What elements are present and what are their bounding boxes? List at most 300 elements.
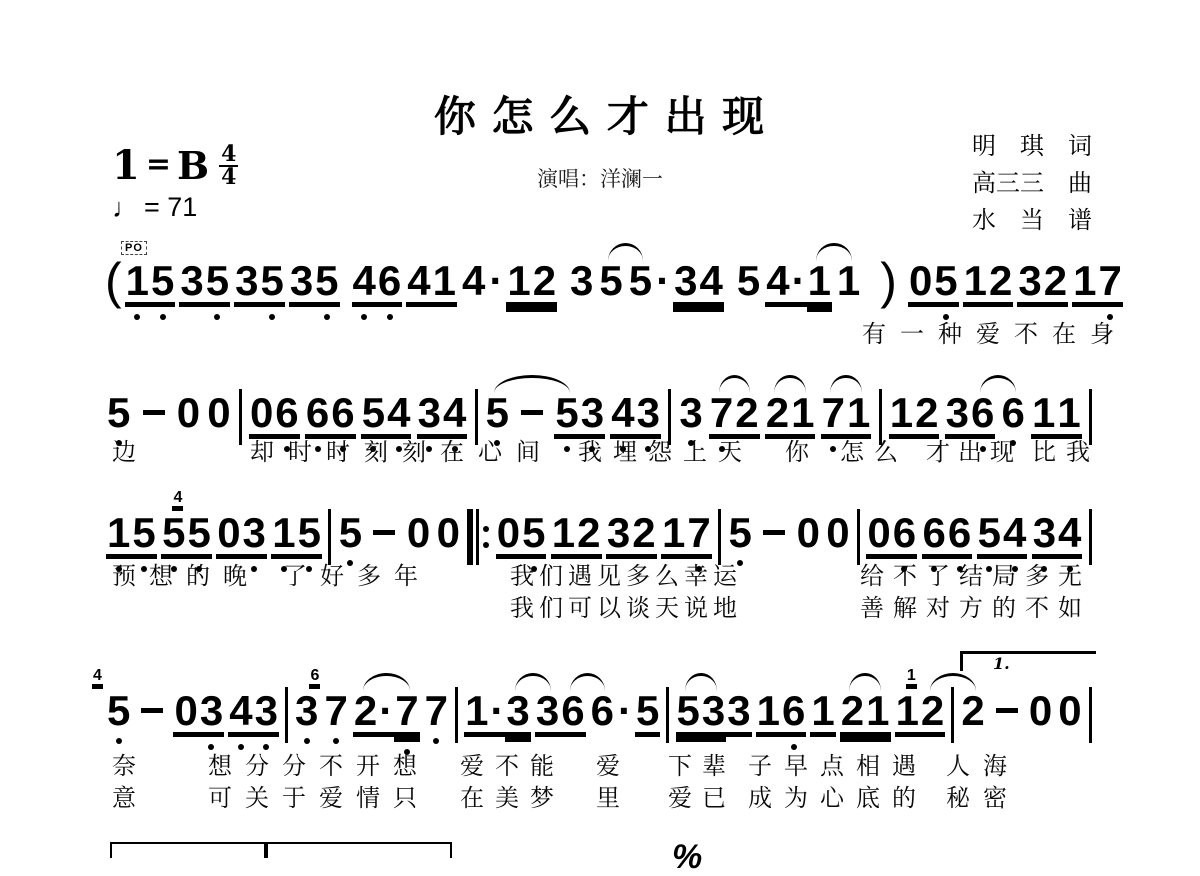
lyric-text: 成为心底的 [748,784,928,812]
slur [608,243,643,261]
lyric-text: 下辈 [668,752,736,780]
note: 6 [590,687,614,734]
low-octave-dot [564,446,570,452]
note-group [125,257,176,304]
sustain-dash [373,530,395,535]
lyric-text: 想分分不开想 [208,752,430,780]
note-group [661,509,712,556]
note: 3 [701,687,726,734]
low-octave-dot [116,738,122,744]
note: 3 [535,687,560,734]
slur [816,243,851,261]
barline [1089,509,1092,565]
lyric-text: 边 [112,438,136,466]
note: 0 [406,509,431,556]
note-group [485,389,510,436]
note: 5 [977,512,1002,554]
note: 3 [254,690,279,732]
music-system-1 [104,253,1122,324]
augmentation-dot: · [656,257,671,304]
note: 2 [532,257,557,304]
note: 3 [570,257,594,304]
sustain-dash [143,410,165,415]
key-letter: B [176,143,210,188]
note-group [289,257,340,304]
note: 6 [377,260,402,302]
note: 3 [636,392,661,434]
note-group [569,257,594,304]
barline [951,687,954,743]
note: 1 [811,687,835,734]
note: 5 [736,257,761,304]
note-group [796,509,821,556]
slur [363,673,410,691]
note: 6 [1000,392,1025,434]
note: 0 [174,687,198,734]
slur [685,673,716,691]
low-octave-dot [134,314,140,320]
note: 3 [199,690,224,732]
note: 4 [442,392,467,434]
note: 7 [1097,260,1122,302]
note-group [106,509,157,556]
note: 3 [289,257,314,304]
lyric-text: 你 [785,438,809,466]
note-group [606,509,657,556]
tempo-value: = 71 [144,192,198,222]
key-tonic: 1 [112,142,140,189]
note-group [417,389,468,436]
note: 7 6 [323,690,348,732]
note-group [271,509,322,556]
note-group [216,509,267,556]
grace-note: 1 [906,667,916,684]
note: 5 [636,687,660,734]
note-group [765,257,832,304]
note-group [234,257,285,304]
note-group [249,389,300,436]
note: 7 [821,392,846,434]
lyric-text: 才出现 [926,438,1022,466]
note-group [895,667,946,734]
composer-credit: 高三三 曲 [972,169,1092,197]
note-group [1072,257,1123,304]
lyric-text: 奈 [112,752,136,780]
performer-subtitle: 演唱：洋澜一 [537,167,663,191]
low-octave-dot [238,744,244,750]
note: 4 [407,257,431,304]
barline [239,389,242,445]
note-group [598,257,623,304]
note-group [922,509,973,556]
note: 2 [735,389,759,436]
note: 3 [674,257,698,304]
note: 1 [661,509,686,556]
low-octave-dot [269,314,275,320]
next-system-bracket-partial [110,842,266,858]
notes-row [104,389,1096,436]
lyric-text: 我埋怨上天 [578,438,753,466]
note: 5 [676,687,700,734]
lyric-text: 比我 [1032,438,1100,466]
note: 2 [765,389,790,436]
note: 2 [915,389,939,436]
low-octave-dot [361,314,367,320]
note: 0 [826,509,850,556]
note: 4 [766,257,790,304]
note: 5 [485,392,510,434]
note: 5 [554,392,579,434]
note: 0 [908,257,933,304]
time-signature [219,141,238,190]
note-group [977,509,1028,556]
slur [849,673,880,691]
sustain-dash [521,410,543,415]
lyric-text: 里 [596,784,620,812]
barline [1089,389,1092,445]
note: · [791,257,806,304]
note-group [678,389,703,436]
barline [328,509,331,565]
note-group [496,509,547,556]
note: 0 [1058,687,1082,734]
note-group [628,257,653,304]
note-group [436,509,461,556]
low-octave-dot [387,314,393,320]
note: 3 [1032,512,1057,554]
note-group [840,687,891,734]
slur [980,375,1017,393]
lyric-text: 我们遇见多么幸运 [510,562,742,590]
low-octave-dot [791,744,797,750]
note-group [93,667,131,734]
slur [515,673,550,691]
note: 5 [361,392,386,434]
parenthesis: ) [880,253,897,309]
lyric-text: 有一种爱不在身 [862,320,1128,348]
note-group [352,257,403,304]
barline [285,687,288,743]
note-group [424,687,449,734]
note-group [673,257,724,304]
note: 1 [507,257,531,304]
note: 3 [606,509,631,556]
low-octave-dot [208,744,214,750]
note: 1 [866,687,890,734]
note: 6 [922,512,947,554]
low-octave-dot [160,314,166,320]
note: 5 [131,512,156,554]
note: 5 [727,512,752,554]
note: 0 [249,389,274,436]
note: 2 [840,687,865,734]
lyric-text: 却时时刻刻在心间 [250,438,554,466]
lyric-text: 爱不能 [460,752,565,780]
note: 5 [933,260,958,302]
note: 3 [945,389,969,436]
note: 5 [150,260,175,302]
note-group [945,389,996,436]
grace-note: 6 [310,667,320,684]
note-group [1017,257,1068,304]
note-group [305,389,356,436]
note-group [836,257,861,304]
lyric-text: 给不了结局多无 [860,562,1091,590]
note: 7 [394,690,419,732]
lyric-text: 人海 [946,752,1020,780]
note: 2 [1043,257,1068,304]
augmentation-dot: · [489,257,504,304]
note: 5 [599,257,623,304]
note-group [338,509,363,556]
note-group [176,389,201,436]
note-group [1057,687,1082,734]
first-ending-label: 1. [993,654,1010,673]
sustain-dash [141,708,163,713]
note: 0 [1028,687,1053,734]
time-signature-top: 4 [221,141,237,167]
note: 0 [867,509,891,556]
note-group [554,389,605,436]
note: 5 [628,257,653,304]
note-group [736,257,761,304]
note-group [963,257,1014,304]
first-ending-bracket [960,651,1096,671]
note: 4 [1057,512,1082,554]
note: 1 [1073,257,1097,304]
barline [475,389,478,445]
note: 2 [577,509,601,556]
lyric-text: 爱已 [668,784,736,812]
note: 5 [338,512,363,554]
lyric-text: 善解对方的不如 [860,594,1091,622]
low-octave-dot [263,744,269,750]
note: 5 [521,512,546,554]
slur [830,375,861,393]
note: 1 [465,687,489,734]
note: 4 [461,257,486,304]
note-group [765,389,816,436]
note: 1 [1057,389,1081,436]
po-watermark-tag: PO [121,241,147,255]
note-group [756,687,807,734]
key-equals: = [145,147,171,182]
note: 5 [106,392,131,434]
note: 0 [207,389,231,436]
lyric-text: 怎么 [840,438,908,466]
low-octave-dot [304,738,310,744]
slur [494,375,570,393]
note: 3 [417,392,442,434]
note: 3 [727,687,751,734]
note: 4 [610,392,635,434]
note-group [1000,389,1025,436]
note: 3 [294,690,319,732]
barline [668,389,671,445]
note: 7 [424,690,449,732]
note-group [1028,687,1053,734]
note-group [464,687,531,734]
notes-row [104,489,1096,556]
note: 3 [235,257,259,304]
barline [666,687,669,743]
note: 3 [242,512,267,554]
note-group [506,257,557,304]
note: 5 4 [106,690,131,732]
note: 2 [961,687,985,734]
note: 2 [989,257,1013,304]
low-octave-dot [830,446,836,452]
note-group [810,687,835,734]
barline [455,687,458,743]
tempo-marking [112,192,197,223]
note: 4 [699,257,723,304]
slur [930,673,976,691]
note: 2 1 [906,667,945,734]
slur [774,375,805,393]
note: 1 [895,687,919,734]
note-group [228,687,279,734]
note: 4 [386,392,411,434]
note: 5 [259,260,284,302]
note: 1 [836,257,861,304]
note: · [379,687,394,734]
note-group [676,687,752,734]
note-group [353,687,420,734]
low-octave-dot [433,738,439,744]
note-group [406,257,457,304]
note: 6 [970,392,995,434]
note: 3 [1018,257,1042,304]
note: 4 [352,260,377,302]
note-group [179,257,230,304]
note-group [161,489,212,556]
note: 6 [274,392,299,434]
note: 0 [796,509,820,556]
note: 4 [228,690,253,732]
song-title: 你 怎 么 才 出 现 [433,93,767,140]
note-group [825,509,850,556]
lyric-text: 预想的晚 [112,562,260,590]
lyric-text: 爱 [596,752,620,780]
note: 3 [580,392,605,434]
note-group [106,389,131,436]
note: 1 [125,260,150,302]
note-group [889,389,940,436]
grace-note: 4 [93,667,102,684]
note: 1 [889,389,914,436]
note-group [590,687,615,734]
note: · [490,687,505,734]
note-group [206,389,231,436]
barline [718,509,721,565]
time-signature-bottom: 4 [221,164,237,190]
note-group [727,509,752,556]
augmentation-dot: · [618,687,632,734]
slur [570,673,605,691]
note: 1 [791,389,815,436]
note-group [709,389,760,436]
key-signature [112,141,238,190]
lyric-text: 了好多年 [283,562,431,590]
transcriber-credit: 水 当 谱 [972,206,1092,234]
note-group [960,687,985,734]
note: 5 [161,512,186,554]
sustain-dash [996,708,1018,713]
note: 6 [781,690,806,732]
note: 0 [436,509,460,556]
note: 0 [217,509,241,556]
sustain-dash [763,530,785,535]
note-group [866,509,917,556]
lyric-text: 我们可以谈天说地 [510,594,742,622]
note: 3 [180,257,204,304]
note-group [361,389,412,436]
lyric-text: 子早点相遇 [748,752,928,780]
note-group [635,687,660,734]
note: 6 [947,512,972,554]
notes-row [93,667,1096,734]
notes-row [104,253,1122,309]
note: 1 [756,687,780,734]
note-group [461,257,486,304]
note: 3 [506,687,530,734]
note: 2 [632,509,656,556]
note: 1 [1032,389,1056,436]
note-group [1031,389,1082,436]
barline [857,509,860,565]
low-octave-dot [333,738,339,744]
note-group [908,257,959,304]
note: 1 [271,512,296,554]
note: 1 [432,257,456,304]
barline [1089,687,1092,743]
music-system-4 [93,667,1096,754]
note: 1 [963,257,988,304]
note: 7 [709,392,734,434]
note: 5 [205,260,230,302]
quarter-note-icon: ♩ [112,192,139,223]
note: 0 [176,389,201,436]
note: 6 [561,687,585,734]
lyric-text: 秘密 [946,784,1020,812]
note-group [551,509,602,556]
low-octave-dot [324,314,330,320]
parenthesis: ( [105,253,122,309]
lyric-text: 在美梦 [460,784,565,812]
note-group [173,687,224,734]
note: 1 [847,389,871,436]
low-octave-dot [214,314,220,320]
note: 1 [807,257,831,304]
note-group [406,509,431,556]
note: 2 [353,687,378,734]
repeat-dots [483,526,489,548]
note: 3 [678,392,703,434]
note-group [535,687,586,734]
note-group [1032,509,1083,556]
repeat-begin-sign [467,509,489,565]
barline [879,389,882,445]
note-group [821,389,872,436]
note: 1 [106,512,131,554]
slur [719,375,750,393]
next-system-bracket-partial [266,842,452,858]
note: 0 [496,509,521,556]
lyricist-credit: 明 琪 词 [972,132,1092,160]
lyric-text: 可关于爱情只 [208,784,430,812]
note: 6 [330,392,355,434]
